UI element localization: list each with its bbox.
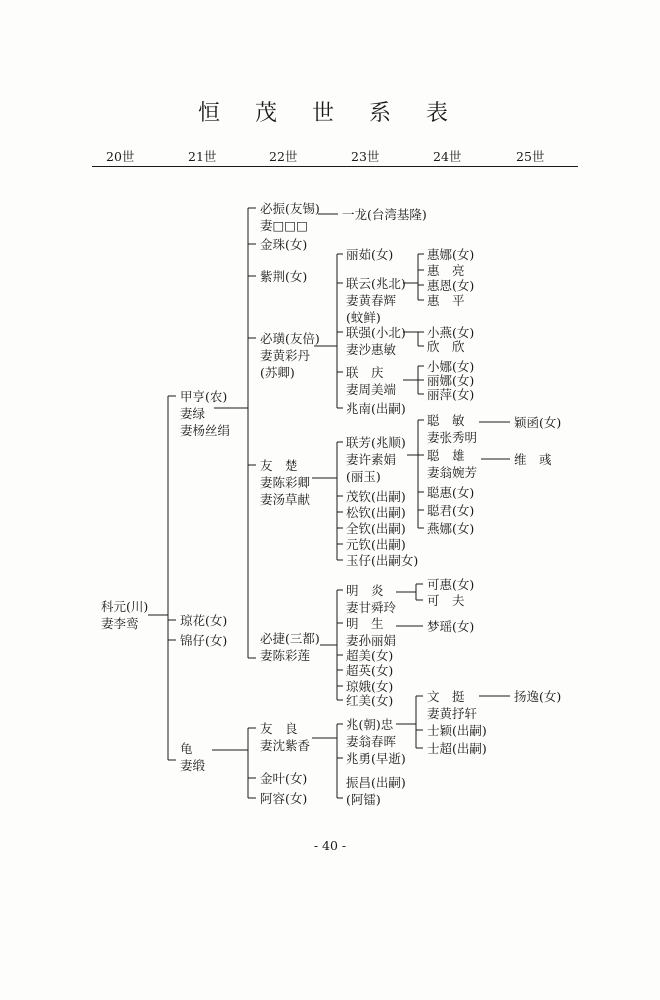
generation-header-24: 24世: [433, 149, 462, 164]
member-hongmei: 红美(女): [346, 693, 394, 708]
member-songqin: 松钦(出嗣): [346, 505, 406, 520]
member-jinye: 金叶(女): [260, 771, 308, 786]
member-wenting: 文 挺 妻黄抒轩: [427, 689, 478, 721]
page-number: - 40 -: [313, 838, 347, 853]
member-congjun: 聪君(女): [427, 503, 475, 518]
member-shiying: 士颖(出嗣): [427, 723, 487, 738]
member-yuzai: 玉仔(出嗣女): [346, 553, 419, 568]
member-conghui: 聪惠(女): [427, 485, 475, 500]
member-yanna: 燕娜(女): [427, 521, 475, 536]
member-xiaona: 小娜(女): [427, 359, 475, 374]
member-jinzhu: 金珠(女): [260, 237, 308, 252]
member-mengyao: 梦瑶(女): [427, 619, 475, 634]
member-lianfang: 联芳(兆顺) 妻许素娟 (丽玉): [346, 435, 406, 484]
member-zhaozhong: 兆(朝)忠 妻翁春晖: [346, 717, 397, 749]
member-yilong: 一龙(台湾基隆): [342, 207, 427, 222]
member-weiyu: 维 彧: [514, 452, 552, 467]
member-quanqin: 全钦(出嗣): [346, 521, 406, 536]
member-huien: 惠恩(女): [427, 278, 475, 293]
member-qionghua: 琼花(女): [180, 613, 228, 628]
member-huina: 惠娜(女): [427, 247, 475, 262]
member-chaoying: 超英(女): [346, 663, 394, 678]
member-jinzai: 锦仔(女): [180, 633, 228, 648]
member-youliang: 友 良 妻沈紫香: [260, 721, 311, 753]
member-huiping: 惠 平: [427, 293, 465, 308]
member-liping: 丽萍(女): [427, 387, 475, 402]
member-yuanqin: 元钦(出嗣): [346, 537, 406, 552]
member-lianqing: 联 庆 妻周美端: [346, 365, 397, 397]
member-lianyun: 联云(兆北) 妻黄春辉 (蚊鲜): [346, 276, 406, 325]
member-mingsheng: 明 生 妻孙丽娟: [346, 616, 397, 648]
member-chaomei: 超美(女): [346, 648, 394, 663]
generation-header-23: 23世: [351, 149, 380, 164]
member-lianqiang: 联强(小北) 妻沙惠敏: [346, 325, 406, 357]
member-arong: 阿容(女): [260, 791, 308, 806]
member-bijie: 必捷(三都) 妻陈彩莲: [260, 631, 320, 663]
member-congxiong: 聪 雄 妻翁婉芳: [427, 448, 478, 480]
member-mingyan: 明 炎 妻甘舜玲: [346, 583, 397, 615]
member-bizhen: 必振(友锡) 妻□□□: [260, 201, 320, 233]
member-lina: 丽娜(女): [427, 373, 475, 388]
member-gui: 龟 妻缎: [180, 741, 206, 773]
generation-header-25: 25世: [516, 149, 545, 164]
member-bihuang: 必璜(友倍) 妻黄彩丹 (苏卿): [260, 331, 320, 380]
member-zijing: 紫荆(女): [260, 269, 308, 284]
member-zhaoyong: 兆勇(早逝): [346, 751, 406, 766]
member-maoqin: 茂钦(出嗣): [346, 489, 406, 504]
member-huiliang: 惠 亮: [427, 263, 465, 278]
member-kefu: 可 夫: [427, 593, 465, 608]
member-liru: 丽茹(女): [346, 247, 394, 262]
member-keyuan: 科元(川) 妻李鸾: [101, 599, 149, 631]
member-zhenchang: 振昌(出嗣) (阿镭): [346, 775, 406, 807]
member-shichao: 士超(出嗣): [427, 741, 487, 756]
generation-header-21: 21世: [188, 149, 217, 164]
member-yinghan: 颖函(女): [514, 415, 562, 430]
member-xiaoyan: 小燕(女): [427, 325, 475, 340]
member-youchu: 友 楚 妻陈彩卿 妻汤草献: [260, 458, 311, 507]
member-jiaheng: 甲亨(农) 妻绿 妻杨丝绢: [180, 389, 231, 438]
generation-header-22: 22世: [269, 149, 298, 164]
page-title: 恒 茂 世 系 表: [198, 101, 462, 126]
member-xinxin: 欣 欣: [427, 339, 465, 354]
member-qionge: 琼娥(女): [346, 679, 394, 694]
member-kehui: 可惠(女): [427, 577, 475, 592]
member-yangyi: 扬逸(女): [514, 689, 562, 704]
member-congmin: 聪 敏 妻张秀明: [427, 413, 478, 445]
generation-header-20: 20世: [106, 149, 135, 164]
member-zhaonan: 兆南(出嗣): [346, 401, 406, 416]
